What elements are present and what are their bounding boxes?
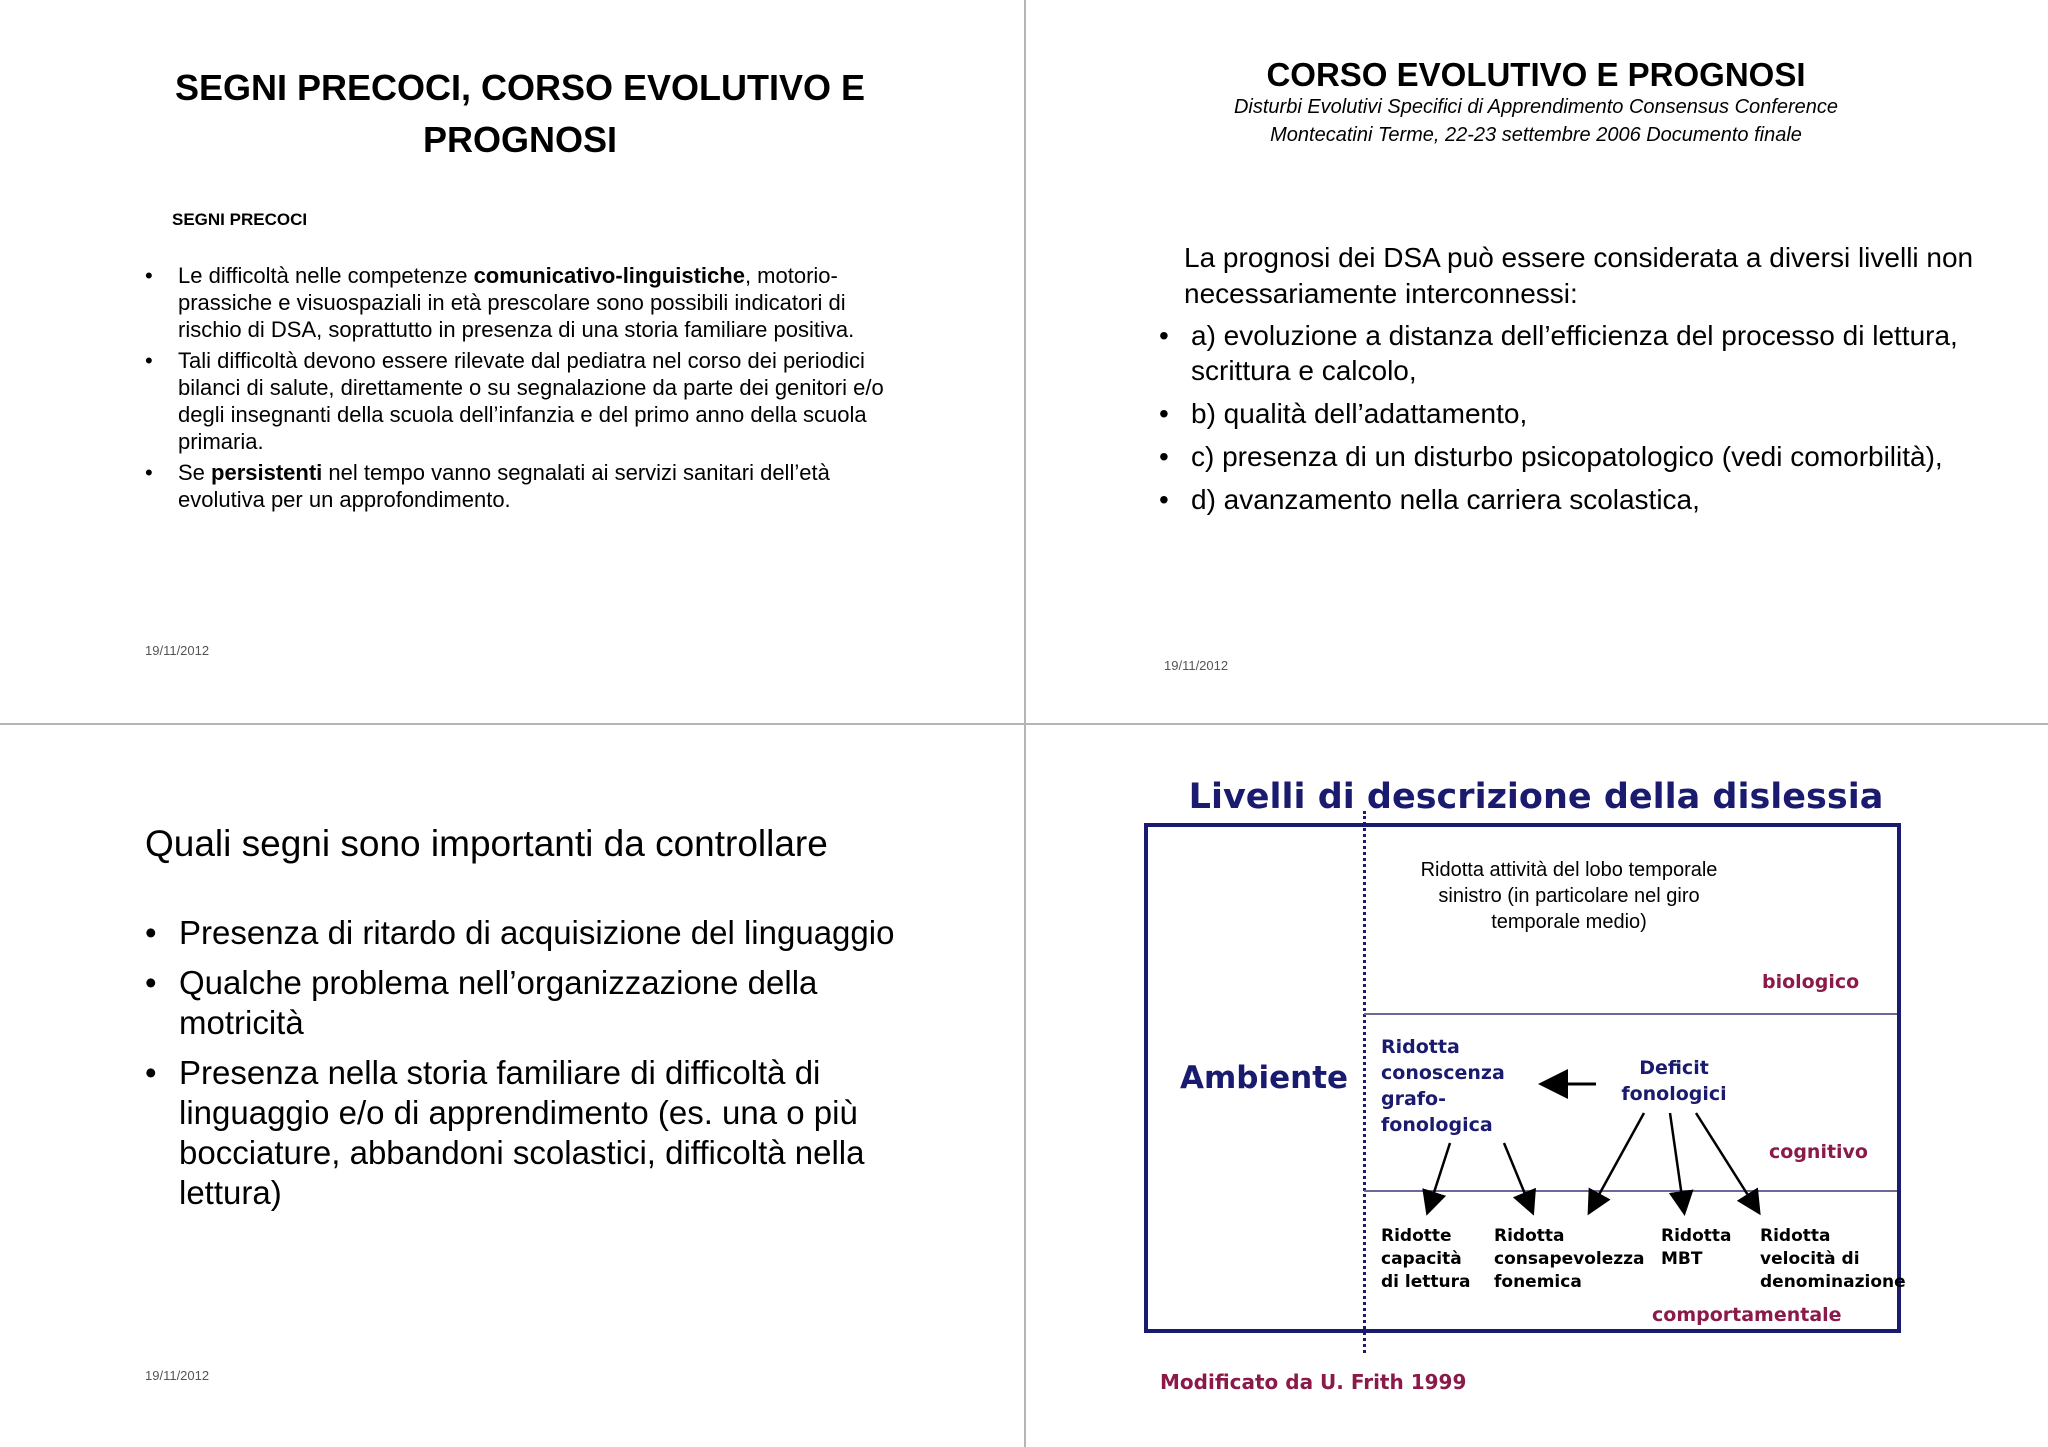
behavior-box-lettura: Ridotte capacità di lettura — [1381, 1226, 1471, 1292]
slide-date: 19/11/2012 — [1164, 658, 1229, 673]
level-label-biologico: biologico — [1762, 971, 1860, 993]
citation-line: Montecatini Terme, 22-23 settembre 2006 Documento finale — [1270, 124, 1802, 146]
slide-corso-evolutivo — [1024, 0, 2048, 723]
bullet-item: • c) presenza di un disturbo psicopatologico (vedi comorbilità), — [1159, 439, 1979, 474]
slide-date: 19/11/2012 — [145, 1368, 210, 1383]
behavior-box-denominazione: Ridotta velocità di denominazione — [1760, 1226, 1906, 1292]
bullet-list — [1159, 318, 1979, 525]
ambiente-label: Ambiente — [1180, 1060, 1349, 1096]
slide-title: Quali segni sono importanti da controllare — [145, 823, 828, 864]
bullet-item: • Tali difficoltà devono essere rilevate dal pediatra nel corso dei periodici bilanci di salute, direttamente o su segnalazione da parte dei genitori e/o degli insegnanti della scuola dell’infanzia e del primo anno della scuola primaria. — [145, 347, 905, 455]
slide-date: 19/11/2012 — [145, 643, 210, 658]
arrow-to-denominazione — [1696, 1113, 1758, 1211]
diagram-arrows — [1024, 723, 2048, 1447]
bullet-list — [145, 262, 905, 517]
bullet-item: • Presenza di ritardo di acquisizione del linguaggio — [145, 913, 905, 953]
cognitive-box-deficit: Deficit fonologici — [1621, 1057, 1727, 1105]
diagram-title: Livelli di descrizione della dislessia — [1188, 777, 1884, 817]
level-label-cognitivo: cognitivo — [1769, 1141, 1868, 1163]
intro-paragraph: La prognosi dei DSA può essere considerata a diversi livelli non necessariamente interconnessi: — [1184, 242, 1974, 309]
arrow-to-consapevolezza-2 — [1590, 1113, 1644, 1211]
slide-title: CORSO EVOLUTIVO E PROGNOSI — [1266, 56, 1806, 93]
source-credit: Modificato da U. Frith 1999 — [1160, 1370, 1467, 1394]
bullet-list — [145, 913, 905, 1223]
arrow-to-lettura — [1428, 1143, 1450, 1211]
slide-subheading: SEGNI PRECOCI — [172, 210, 308, 229]
level-label-comportamentale: comportamentale — [1652, 1304, 1842, 1326]
slide-livelli-dislessia — [1024, 723, 2048, 1447]
slide-segni-precoci — [0, 0, 1024, 723]
bullet-item: • Presenza nella storia familiare di difficoltà di linguaggio e/o di apprendimento (es. una o più bocciature, abbandoni scolastici, difficoltà nella lettura) — [145, 1053, 905, 1213]
arrow-to-mbt — [1670, 1113, 1684, 1211]
cognitive-box-conoscenza: Ridotta conoscenza grafo- fonologica — [1381, 1036, 1505, 1136]
citation-line: Disturbi Evolutivi Specifici di Apprendimento Consensus Conference — [1233, 96, 1838, 118]
arrow-to-consapevolezza — [1504, 1143, 1532, 1211]
bullet-item: • b) qualità dell’adattamento, — [1159, 396, 1979, 431]
slide-title: SEGNI PRECOCI, CORSO EVOLUTIVO E PROGNOSI — [174, 67, 866, 160]
bullet-item: • a) evoluzione a distanza dell’efficienza del processo di lettura, scrittura e calcolo, — [1159, 318, 1979, 388]
bullet-item: • d) avanzamento nella carriera scolastica, — [1159, 482, 1979, 517]
bullet-item: • Qualche problema nell’organizzazione della motricità — [145, 963, 905, 1043]
behavior-box-consapevolezza: Ridotta consapevolezza fonemica — [1494, 1226, 1645, 1292]
behavior-box-mbt: Ridotta MBT — [1661, 1226, 1732, 1269]
bullet-item: • Se persistenti nel tempo vanno segnalati ai servizi sanitari dell’età evolutiva per un approfondimento. — [145, 459, 905, 513]
slide-segni-importanti — [0, 723, 1024, 1447]
bullet-item: • Le difficoltà nelle competenze comunicativo-linguistiche, motorio-prassiche e visuospaziali in età prescolare sono possibili indicatori di rischio di DSA, soprattutto in presenza di una storia familiare positiva. — [145, 262, 905, 343]
biological-description: Ridotta attività del lobo temporale sinistro (in particolare nel giro temporale medio) — [1420, 859, 1718, 933]
